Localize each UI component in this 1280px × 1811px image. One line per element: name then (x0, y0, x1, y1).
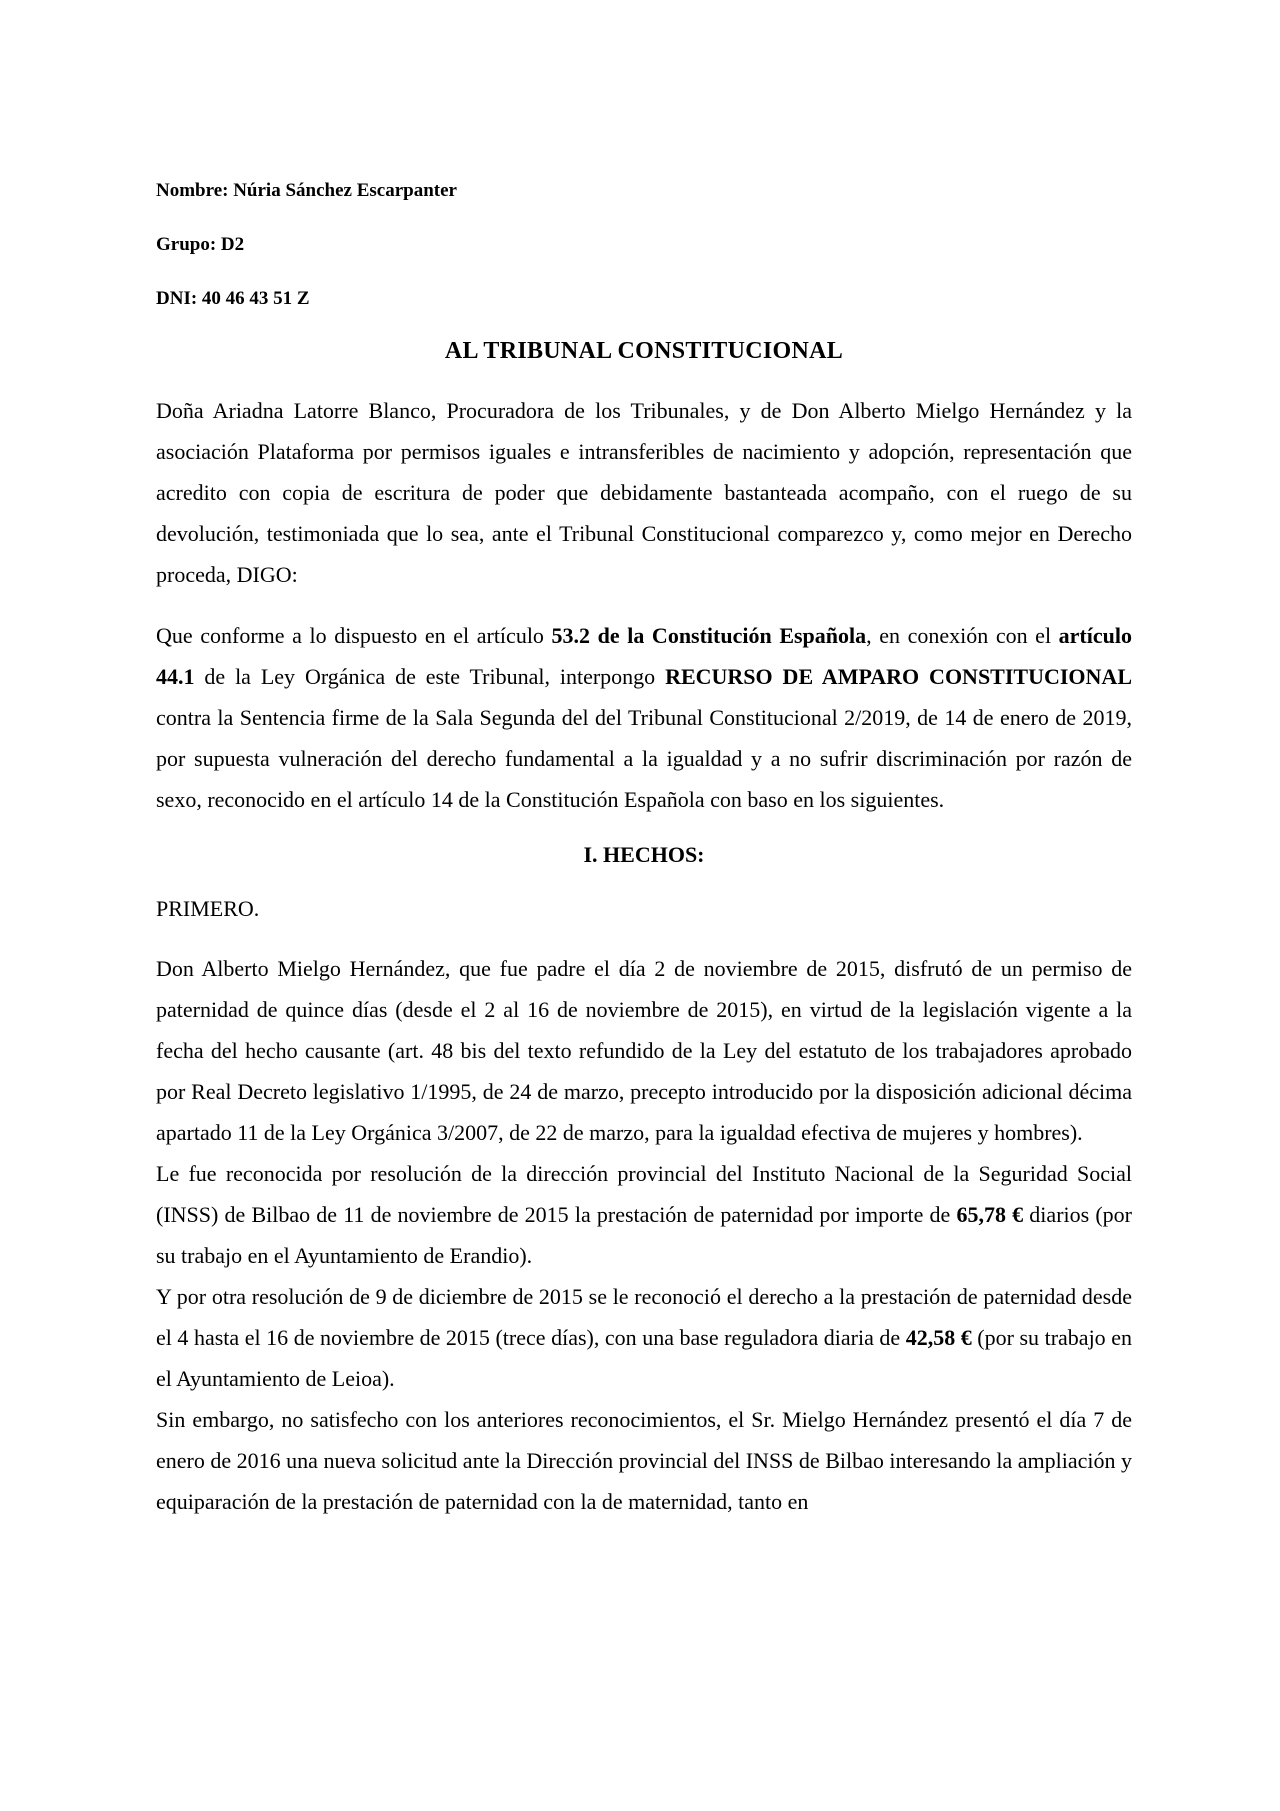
hechos-p2-amount: 65,78 € (956, 1202, 1024, 1227)
hechos-paragraph-4: Sin embargo, no satisfecho con los anteriores reconocimientos, el Sr. Mielgo Hernández presentó el día 7 de enero de 2016 una nueva solicitud ante la Dirección provincial del INSS de Bilbao interesando la ampliación y equiparación de la prestación de paternidad con la de maternidad, tanto en (156, 1407, 1132, 1514)
ordinal-primero: PRIMERO. (156, 896, 260, 921)
recurso-paragraph (156, 615, 1132, 820)
hechos-p3-text-1: Y por otra resolución de 9 de diciembre de 2015 se le reconoció el derecho a la prestación de paternidad desde el 4 hasta el 16 de noviembre de 2015 (trece días), con una base reguladora diaria de (156, 1284, 1132, 1350)
document-page (156, 178, 1132, 1522)
hechos-paragraph-1: Don Alberto Mielgo Hernández, que fue padre el día 2 de noviembre de 2015, disfrutó de un permiso de paternidad de quince días (desde el 2 al 16 de noviembre de 2015), en virtud de la legislación vigente a la fecha del hecho causante (art. 48 bis del texto refundido de la Ley del estatuto de los trabajadores aprobado por Real Decreto legislativo 1/1995, de 24 de marzo, precepto introducido por la disposición adicional décima apartado 11 de la Ley Orgánica 3/2007, de 22 de marzo, para la igualdad efectiva de mujeres y hombres). (156, 956, 1132, 1145)
hechos-paragraph-2 (156, 1153, 1132, 1276)
intro-paragraph: Doña Ariadna Latorre Blanco, Procuradora de los Tribunales, y de Don Alberto Mielgo Hernández y la asociación Plataforma por permisos iguales e intransferibles de nacimiento y adopción, representación que acredito con copia de escritura de poder que debidamente bastanteada acompaño, con el ruego de su devolución, testimoniada que lo sea, ante el Tribunal Constitucional comparezco y, como mejor en Derecho proceda, DIGO: (156, 398, 1132, 587)
section-heading-hechos: I. HECHOS: (583, 842, 705, 867)
recurso-bold-constitucion: 53.2 de la Constitución Española (551, 623, 867, 648)
hechos-p3-text-2: (por su trabajo en el Ayuntamiento de Leioa). (156, 1325, 1132, 1391)
hechos-p2-text-2: diarios (por su trabajo en el Ayuntamiento de Erandio). (156, 1202, 1133, 1268)
recurso-text-2: , en conexión con el (866, 623, 1059, 648)
hechos-paragraph-3 (156, 1276, 1132, 1399)
recurso-text-1: Que conforme a lo dispuesto en el artículo (156, 623, 552, 648)
recurso-text-3: de la Ley Orgánica de este Tribunal, interpongo (194, 664, 666, 689)
grupo-line: Grupo: D2 (156, 234, 245, 255)
hechos-p2-text-1: Le fue reconocida por resolución de la dirección provincial del Instituto Nacional de la Seguridad Social (INSS) de Bilbao de 11 de noviembre de 2015 la prestación de paternidad por importe de (156, 1161, 1132, 1227)
hechos-p3-amount: 42,58 € (905, 1325, 972, 1350)
recurso-bold-amparo: RECURSO DE AMPARO CONSTITUCIONAL (665, 664, 1132, 689)
recurso-text-4: contra la Sentencia firme de la Sala Segunda del del Tribunal Constitucional 2/2019, de 14 de enero de 2019, por supuesta vulneración del derecho fundamental a la igualdad y a no sufrir discriminación por razón de sexo, reconocido en el artículo 14 de la Constitución Española con baso en los siguientes. (156, 705, 1132, 812)
nombre-line: Nombre: Núria Sánchez Escarpanter (156, 180, 457, 201)
recurso-bold-articulo: artículo 44.1 (156, 623, 1132, 689)
document-title: AL TRIBUNAL CONSTITUCIONAL (444, 338, 844, 364)
dni-line: DNI: 40 46 43 51 Z (156, 288, 310, 309)
